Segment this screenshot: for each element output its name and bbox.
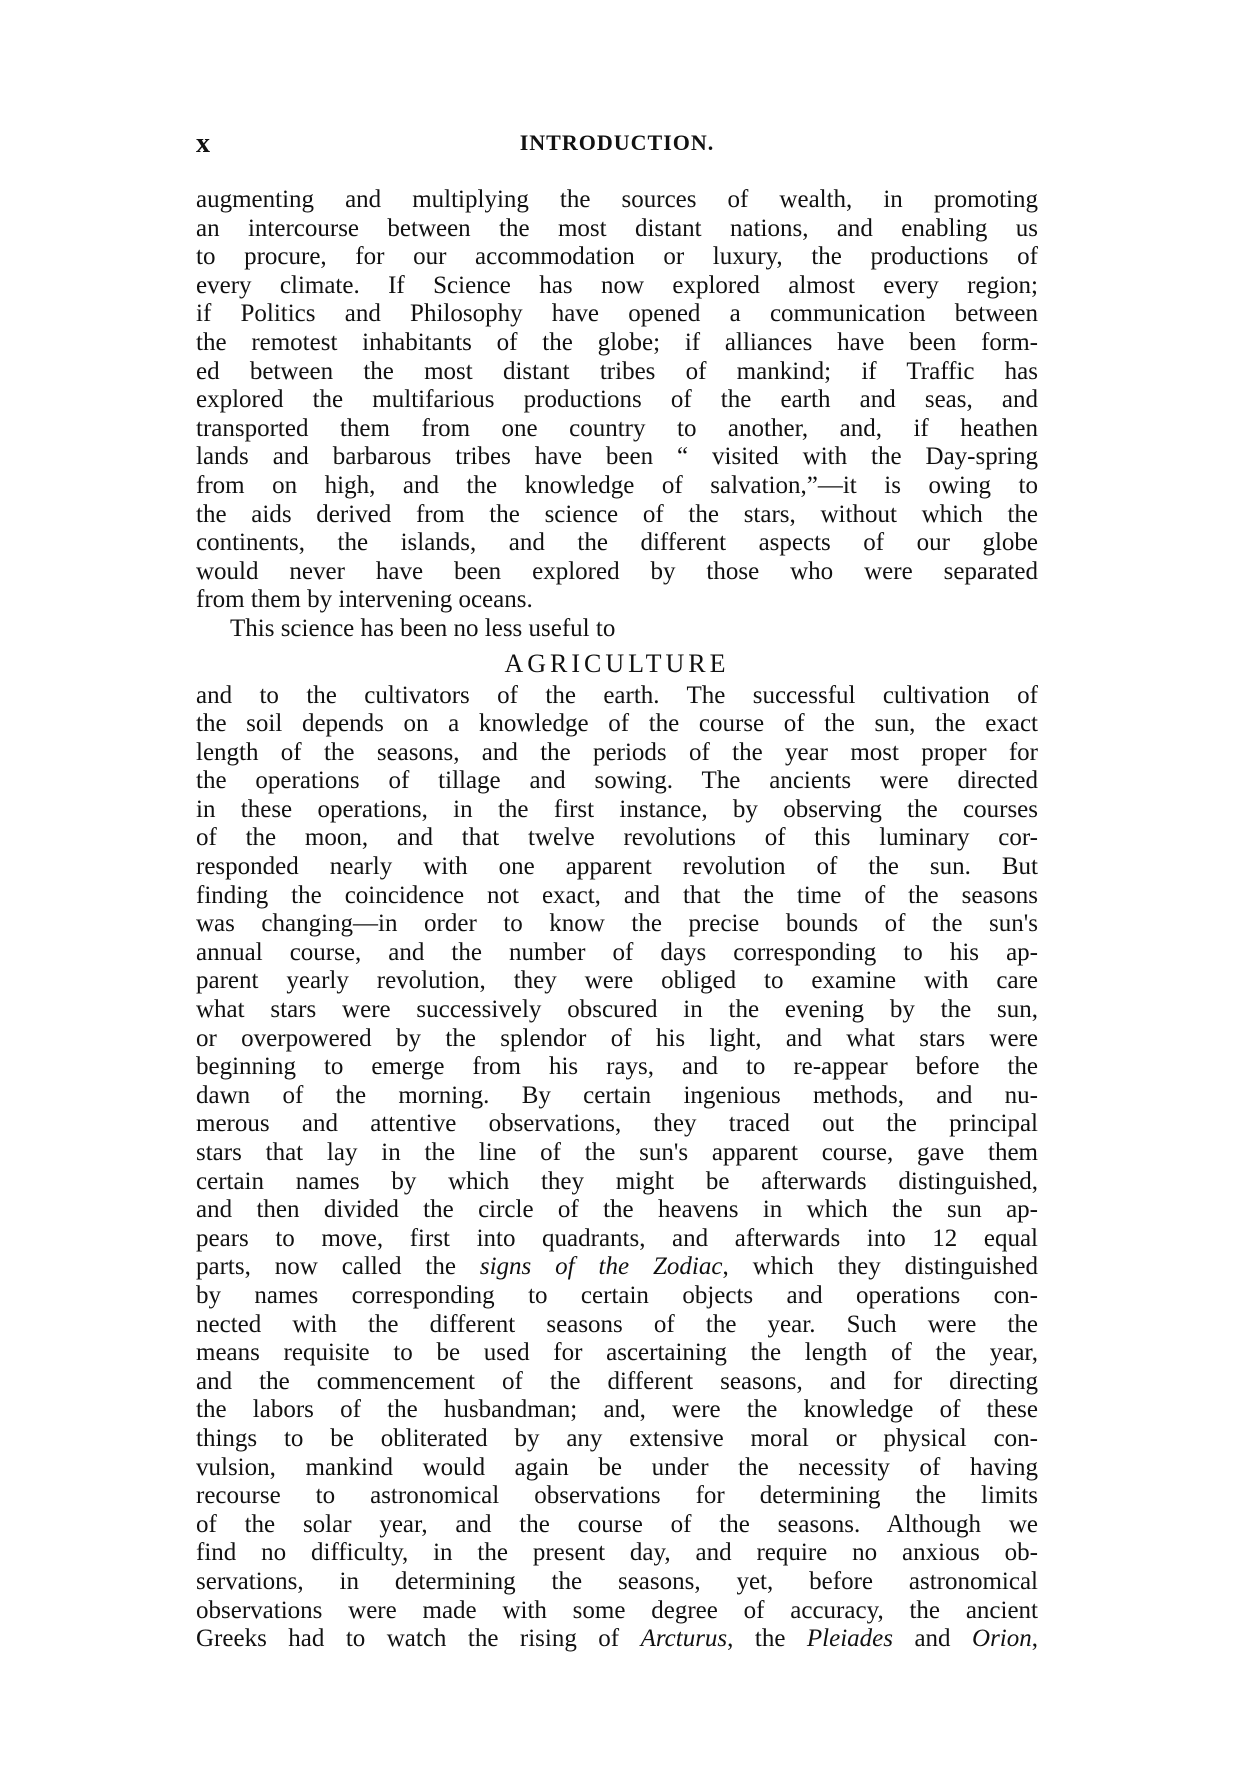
section-heading: AGRICULTURE: [504, 648, 730, 678]
text-line: what stars were successively obscured in the evening by the sun,: [196, 996, 1038, 1024]
text-line: means requisite to be used for ascertaining the length of the year,: [196, 1339, 1038, 1367]
text-line: the aids derived from the science of the stars, without which the: [196, 500, 1038, 528]
page-number: x: [196, 128, 211, 159]
text-line: find no difficulty, in the present day, and require no anxious ob-: [196, 1539, 1038, 1567]
text-line: the remotest inhabitants of the globe; if alliances have been form-: [196, 328, 1038, 356]
text-line: pears to move, first into quadrants, and afterwards into 12 equal: [196, 1224, 1038, 1252]
text-line: transported them from one country to another, and, if heathen: [196, 414, 1038, 442]
text-line: vulsion, mankind would again be under the necessity of having: [196, 1453, 1038, 1481]
text-line: augmenting and multiplying the sources of wealth, in promoting: [196, 186, 1038, 213]
text-line-stars: [196, 1625, 1038, 1654]
text-run: and: [892, 1625, 973, 1653]
text-line: lands and barbarous tribes have been “ visited with the Day-spring: [196, 443, 1038, 471]
text-line: beginning to emerge from his rays, and to re-appear before the: [196, 1053, 1038, 1081]
paragraph-2-line: This science has been no less useful to: [230, 614, 616, 642]
text-line: recourse to astronomical observations for determining the limits: [196, 1482, 1038, 1510]
text-line: ed between the most distant tribes of mankind; if Traffic has: [196, 357, 1038, 385]
text-line: in these operations, in the first instance, by observing the courses: [196, 795, 1038, 823]
paragraph-1: [196, 186, 1038, 615]
text-line: parent yearly revolution, they were obliged to examine with care: [196, 967, 1038, 995]
text-line: annual course, and the number of days corresponding to his ap-: [196, 938, 1038, 966]
text-line: an intercourse between the most distant nations, and enabling us: [196, 214, 1038, 242]
italic-term-zodiac: signs of the Zodiac: [479, 1253, 723, 1281]
text-line: stars that lay in the line of the sun's apparent course, gave them: [196, 1139, 1038, 1166]
text-line: every climate. If Science has now explored almost every region;: [196, 271, 1038, 299]
running-head: [196, 128, 1038, 164]
text-line: or overpowered by the splendor of his light, and what stars were: [196, 1024, 1038, 1052]
text-line: the labors of the husbandman; and, were the knowledge of these: [196, 1396, 1038, 1424]
text-line: observations were made with some degree of accuracy, the ancient: [196, 1596, 1038, 1624]
text-run: , which they distinguished: [722, 1253, 1038, 1281]
text-line: the operations of tillage and sowing. The ancients were directed: [196, 767, 1038, 795]
text-line: the soil depends on a knowledge of the course of the sun, the exact: [196, 710, 1038, 738]
text-line: and then divided the circle of the heavens in which the sun ap-: [196, 1196, 1038, 1224]
text-line: if Politics and Philosophy have opened a communication between: [196, 300, 1038, 328]
text-line: of the moon, and that twelve revolutions of this luminary cor-: [196, 824, 1038, 852]
text-line: dawn of the morning. By certain ingenious methods, and nu-: [196, 1081, 1038, 1109]
text-run: Greeks had to watch the rising of: [196, 1625, 641, 1653]
text-run: , the: [727, 1625, 807, 1653]
text-line: from them by intervening oceans.: [196, 586, 533, 614]
running-title: INTRODUCTION.: [519, 130, 715, 155]
text-line: and the commencement of the different seasons, and for directing: [196, 1367, 1038, 1395]
text-line: to procure, for our accommodation or luxury, the productions of: [196, 243, 1038, 271]
text-line: length of the seasons, and the periods of the year most proper for: [196, 738, 1038, 766]
text-run: parts, now called the: [196, 1253, 480, 1281]
text-line: responded nearly with one apparent revolution of the sun. But: [196, 853, 1038, 881]
text-line: was changing—in order to know the precise bounds of the sun's: [196, 910, 1038, 938]
text-line: servations, in determining the seasons, yet, before astronomical: [196, 1567, 1038, 1595]
italic-term-orion: Orion: [972, 1625, 1032, 1653]
text-line: would never have been explored by those who were separated: [196, 557, 1038, 585]
paragraph-3: [196, 682, 1038, 1654]
italic-term-arcturus: Arcturus: [640, 1625, 728, 1653]
text-line: explored the multifarious productions of the earth and seas, and: [196, 386, 1038, 414]
text-line: finding the coincidence not exact, and that the time of the seasons: [196, 881, 1038, 909]
italic-term-pleiades: Pleiades: [806, 1625, 893, 1653]
text-line: things to be obliterated by any extensive moral or physical con-: [196, 1424, 1038, 1452]
text-line-zodiac: [196, 1253, 1038, 1282]
text-line: and to the cultivators of the earth. The successful cultivation of: [196, 681, 1038, 709]
text-line: certain names by which they might be afterwards distinguished,: [196, 1167, 1038, 1195]
body-text: [196, 186, 1038, 1654]
text-line: merous and attentive observations, they traced out the principal: [196, 1110, 1038, 1138]
text-line: continents, the islands, and the different aspects of our globe: [196, 529, 1038, 557]
text-line: from on high, and the knowledge of salvation,”—it is owing to: [196, 471, 1038, 499]
text-run: ,: [1031, 1625, 1038, 1653]
text-line: by names corresponding to certain objects and operations con-: [196, 1281, 1038, 1309]
text-line: of the solar year, and the course of the seasons. Although we: [196, 1510, 1038, 1538]
text-line: nected with the different seasons of the year. Such were the: [196, 1310, 1038, 1338]
